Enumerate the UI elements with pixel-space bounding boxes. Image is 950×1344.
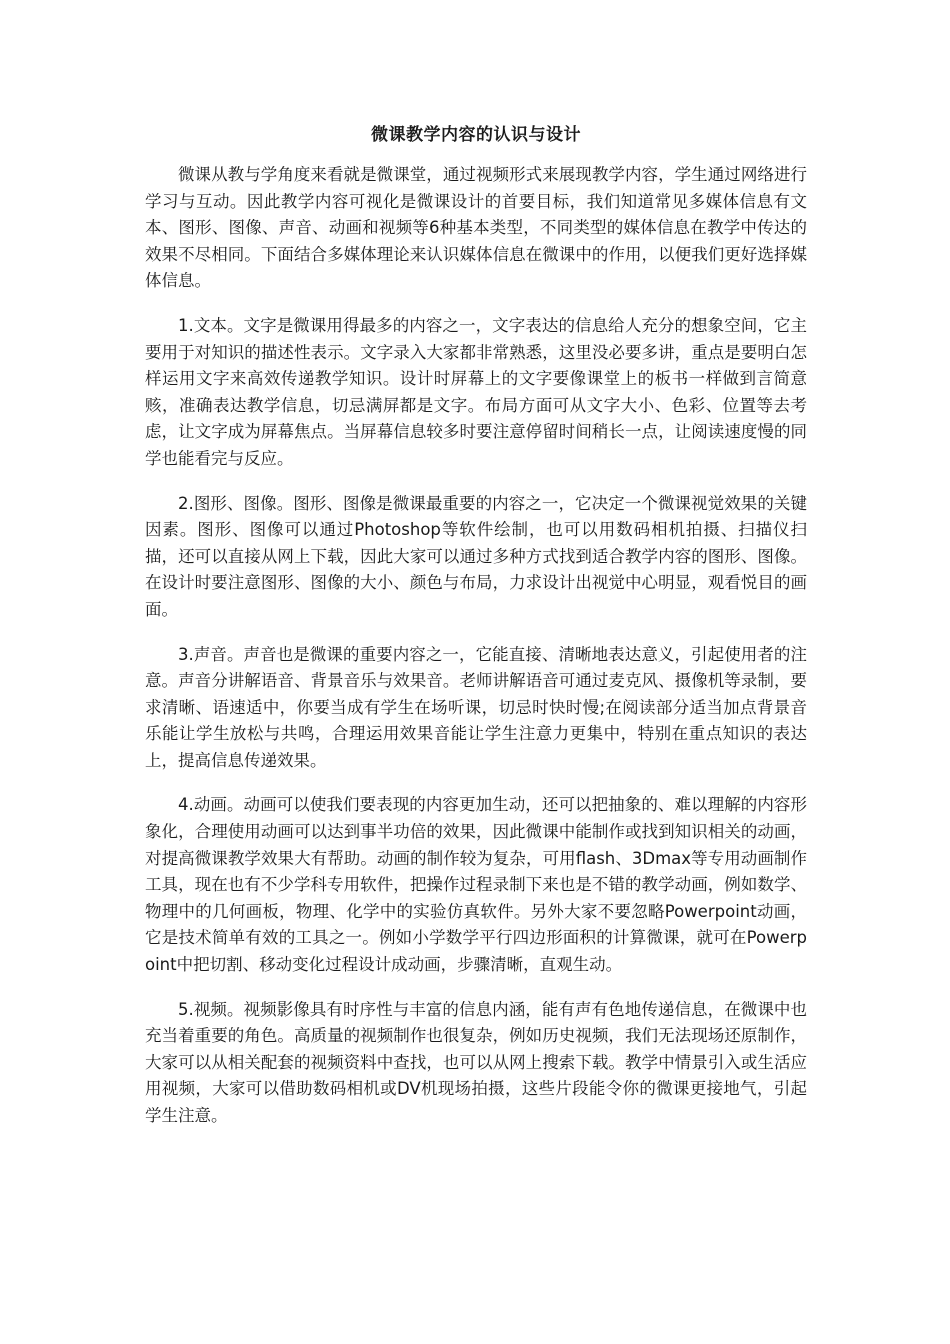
paragraph-animation: 4.动画。动画可以使我们要表现的内容更加生动，还可以把抽象的、难以理解的内容形象化，合理使用动画可以达到事半功倍的效果，因此微课中能制作或找到知识相关的动画，对提高微课教学效果大有帮助。动画的制作较为复杂，可用flash、3Dmax等专用动画制作工具，现在也有不少学科专用软件，把操作过程录制下来也是不错的教学动画，例如数学、物理中的几何画板，物理、化学中的实验仿真软件。另外大家不要忽略Powerpoint动画，它是技术简单有效的工具之一。例如小学数学平行四边形面积的计算微课，就可在Powerpoint中把切割、移动变化过程设计成动画，步骤清晰，直观生动。 [145,795,807,975]
paragraph-text: 1.文本。文字是微课用得最多的内容之一，文字表达的信息给人充分的想象空间，它主要用于对知识的描述性表示。文字录入大家都非常熟悉，这里没必要多讲，重点是要明白怎样运用文字来高效传递教学知识。设计时屏幕上的文字要像课堂上的板书一样做到言简意赅，准确表达教学信息，切忌满屏都是文字。布局方面可从文字大小、色彩、位置等去考虑，让文字成为屏幕焦点。当屏幕信息较多时要注意停留时间稍长一点，让阅读速度慢的同学也能看完与反应。 [145,315,807,468]
intro-paragraph: 微课从教与学角度来看就是微课堂，通过视频形式来展现教学内容，学生通过网络进行学习与互动。因此教学内容可视化是微课设计的首要目标，我们知道常见多媒体信息有文本、图形、图像、声音、动画和视频等6种基本类型，不同类型的媒体信息在教学中传达的效果不尽相同。下面结合多媒体理论来认识媒体信息在微课中的作用，以便我们更好选择媒体信息。 [145,165,807,291]
document-body [145,122,807,1148]
paragraph-graphics-images: 2.图形、图像。图形、图像是微课最重要的内容之一，它决定一个微课视觉效果的关键因素。图形、图像可以通过Photoshop等软件绘制，也可以用数码相机拍摄、扫描仪扫描，还可以直接从网上下载，因此大家可以通过多种方式找到适合教学内容的图形、图像。在设计时要注意图形、图像的大小、颜色与布局，力求设计出视觉中心明显，观看悦目的画面。 [145,493,807,619]
paragraph-sound: 3.声音。声音也是微课的重要内容之一，它能直接、清晰地表达意义，引起使用者的注意。声音分讲解语音、背景音乐与效果音。老师讲解语音可通过麦克风、摄像机等录制，要求清晰、语速适中，你要当成有学生在场听课，切忌时快时慢;在阅读部分适当加点背景音乐能让学生放松与共鸣，合理运用效果音能让学生注意力更集中，特别在重点知识的表达上，提高信息传递效果。 [145,644,807,770]
paragraph-video: 5.视频。视频影像具有时序性与丰富的信息内涵，能有声有色地传递信息，在微课中也充当着重要的角色。高质量的视频制作也很复杂，例如历史视频，我们无法现场还原制作，大家可以从相关配套的视频资料中查找，也可以从网上搜索下载。教学中情景引入或生活应用视频，大家可以借助数码相机或DV机现场拍摄，这些片段能令你的微课更接地气，引起学生注意。 [145,999,807,1125]
document-title: 微课教学内容的认识与设计 [371,125,581,145]
